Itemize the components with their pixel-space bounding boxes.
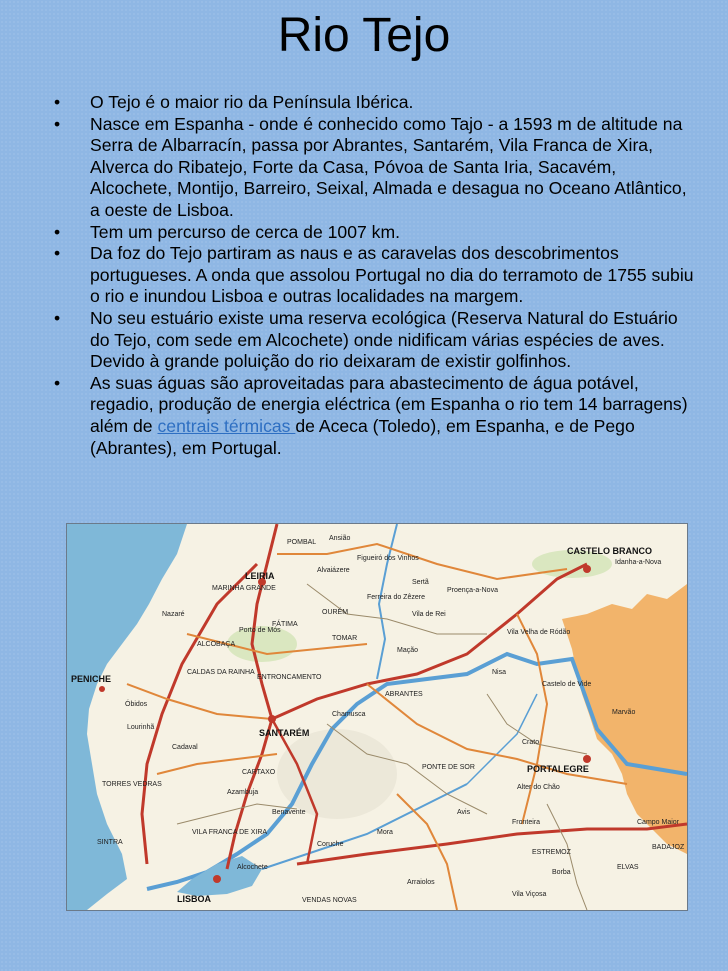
highway-a6	[297, 824, 687, 864]
bullet-icon: •	[54, 307, 61, 328]
map-label: Chamusca	[332, 711, 366, 718]
bullet-icon: •	[54, 372, 61, 393]
map-label: SINTRA	[97, 839, 123, 846]
centrais-termicas-link[interactable]: centrais térmicas	[157, 415, 296, 436]
map-label: Benavente	[272, 809, 306, 816]
map-label: Ferreira do Zêzere	[367, 594, 425, 601]
map-label: BADAJOZ	[652, 844, 685, 851]
bullet-item	[48, 222, 698, 244]
map-label-santarem: SANTARÉM	[259, 728, 310, 738]
road-ic	[127, 684, 272, 719]
map-label: Avis	[457, 809, 471, 816]
map-label-castelo-branco: CASTELO BRANCO	[567, 546, 652, 556]
bullet-text: No seu estuário existe uma reserva ecológica (Reserva Natural do Estuário do Tejo, com sede em Alcochete) onde nidificam várias espécies de aves. Devido à grande poluição do rio deixaram de existir golfinhos.	[90, 307, 678, 372]
map-label: Lourinhã	[127, 724, 155, 731]
map-label: Campo Maior	[637, 819, 680, 826]
atlantic-ocean	[67, 524, 187, 910]
map-label: Alcochete	[237, 864, 268, 871]
map-label: ABRANTES	[385, 691, 423, 698]
bullet-item	[48, 308, 698, 373]
map-label: Ansião	[329, 535, 351, 542]
map-label: PONTE DE SOR	[422, 764, 475, 771]
map-label: Mora	[377, 829, 393, 836]
map-label: CARTAXO	[242, 769, 276, 776]
map-label: Vila Velha de Ródão	[507, 629, 571, 636]
bullet-text: Da foz do Tejo partiram as naus e as caravelas dos descobrimentos portugueses. A onda que assolou Portugal no dia do terramoto de 1755 subiu o rio e inundou Lisboa e outras localidades na margem.	[90, 243, 694, 307]
bullet-item	[48, 114, 698, 222]
map-label: Fronteira	[512, 819, 541, 826]
map-label: MARINHA GRANDE	[212, 585, 276, 592]
bullet-item	[48, 243, 698, 308]
map-label: Coruche	[317, 841, 344, 848]
map-label: VILA FRANCA DE XIRA	[192, 829, 268, 836]
map-label: Alvaiázere	[317, 567, 350, 574]
map-label: ELVAS	[617, 864, 639, 871]
map-label-portalegre: PORTALEGRE	[527, 764, 589, 774]
map-label: VENDAS NOVAS	[302, 897, 357, 904]
map-label: Vila Viçosa	[512, 891, 547, 898]
map-label: Sertã	[412, 579, 429, 586]
bullet-item	[48, 373, 698, 459]
map-label: Vila de Rei	[412, 611, 446, 618]
city-marker	[583, 755, 591, 763]
map-label: Borba	[552, 869, 571, 876]
bullet-icon: •	[54, 113, 61, 134]
map-label: ENTRONCAMENTO	[257, 674, 322, 681]
map-label: Cadaval	[172, 744, 198, 751]
bullet-item	[48, 92, 698, 114]
bullet-text-before-link: As suas águas são aproveitadas para abastecimento de água potável, regadio, produção de energia eléctrica (em Espanha o rio tem 14 barragens) além de	[90, 372, 688, 436]
map-label: OURÉM	[322, 609, 349, 616]
map-label: Nisa	[492, 669, 507, 676]
map-label: Proença-a-Nova	[447, 587, 498, 594]
bullet-text: Tem um percurso de cerca de 1007 km.	[90, 221, 400, 242]
bullet-text: O Tejo é o maior rio da Península Ibérica.	[90, 92, 414, 112]
map-label: Idanha-a-Nova	[615, 559, 662, 566]
highway-a23	[272, 564, 587, 719]
map-label-lisboa: LISBOA	[177, 894, 212, 904]
map-label: Azambuja	[227, 789, 259, 796]
spain-region	[562, 584, 687, 854]
map-label: POMBAL	[287, 539, 317, 546]
bullet-list	[48, 92, 698, 459]
bullet-text: Nasce em Espanha - onde é conhecido como Tajo - a 1593 m de altitude na Serra de Albarracín, passa por Abrantes, Santarém, Vila Franca de Xira, Alverca do Ribatejo, Forte da Casa, Póvoa de Santa Iria, Sacavém, Alcochete, Montijo, Barreiro, Seixal, Almada e desagua no Oceano Atlântico, a oeste de Lisboa.	[90, 113, 687, 220]
city-marker	[213, 875, 221, 883]
map-label: Figueiró dos Vinhos	[357, 555, 419, 562]
road-ic	[517, 614, 547, 824]
map-label: Marvão	[612, 709, 636, 716]
map-label: Arraiolos	[407, 879, 435, 886]
map-label: TORRES VEDRAS	[102, 781, 162, 788]
map-label: Óbidos	[125, 701, 148, 708]
map-label-peniche: PENICHE	[71, 674, 112, 684]
map-label-leiria: LEIRIA	[245, 571, 275, 581]
bullet-icon: •	[54, 221, 61, 242]
city-marker	[583, 565, 591, 573]
map-label: Mação	[397, 647, 419, 654]
tejo-region-map	[66, 523, 688, 911]
road-ic	[397, 794, 457, 910]
map-label: CALDAS DA RAINHA	[187, 669, 255, 676]
city-marker	[99, 686, 105, 692]
map-label: Castelo de Vide	[542, 681, 592, 688]
city-marker	[268, 715, 276, 723]
bullet-text-after-link: de Aceca (Toledo), em Espanha, e de Pego (Abrantes), em Portugal.	[90, 415, 635, 458]
map-label: Porto de Mós	[239, 627, 281, 634]
bullet-icon: •	[54, 243, 61, 264]
map-label: FÁTIMA	[272, 621, 298, 628]
map-label: TOMAR	[332, 635, 358, 642]
map-label: ESTREMOZ	[532, 849, 571, 856]
slide-title: Rio Tejo	[277, 9, 451, 62]
map-label: Crato	[522, 739, 540, 746]
map-label: Nazaré	[162, 611, 185, 618]
minor-road	[547, 804, 587, 910]
bullet-icon: •	[54, 92, 61, 112]
map-label: ALCOBAÇA	[197, 641, 236, 648]
watermark-area	[277, 729, 397, 819]
map-svg	[67, 524, 687, 910]
map-label: Alter do Chão	[517, 784, 560, 791]
